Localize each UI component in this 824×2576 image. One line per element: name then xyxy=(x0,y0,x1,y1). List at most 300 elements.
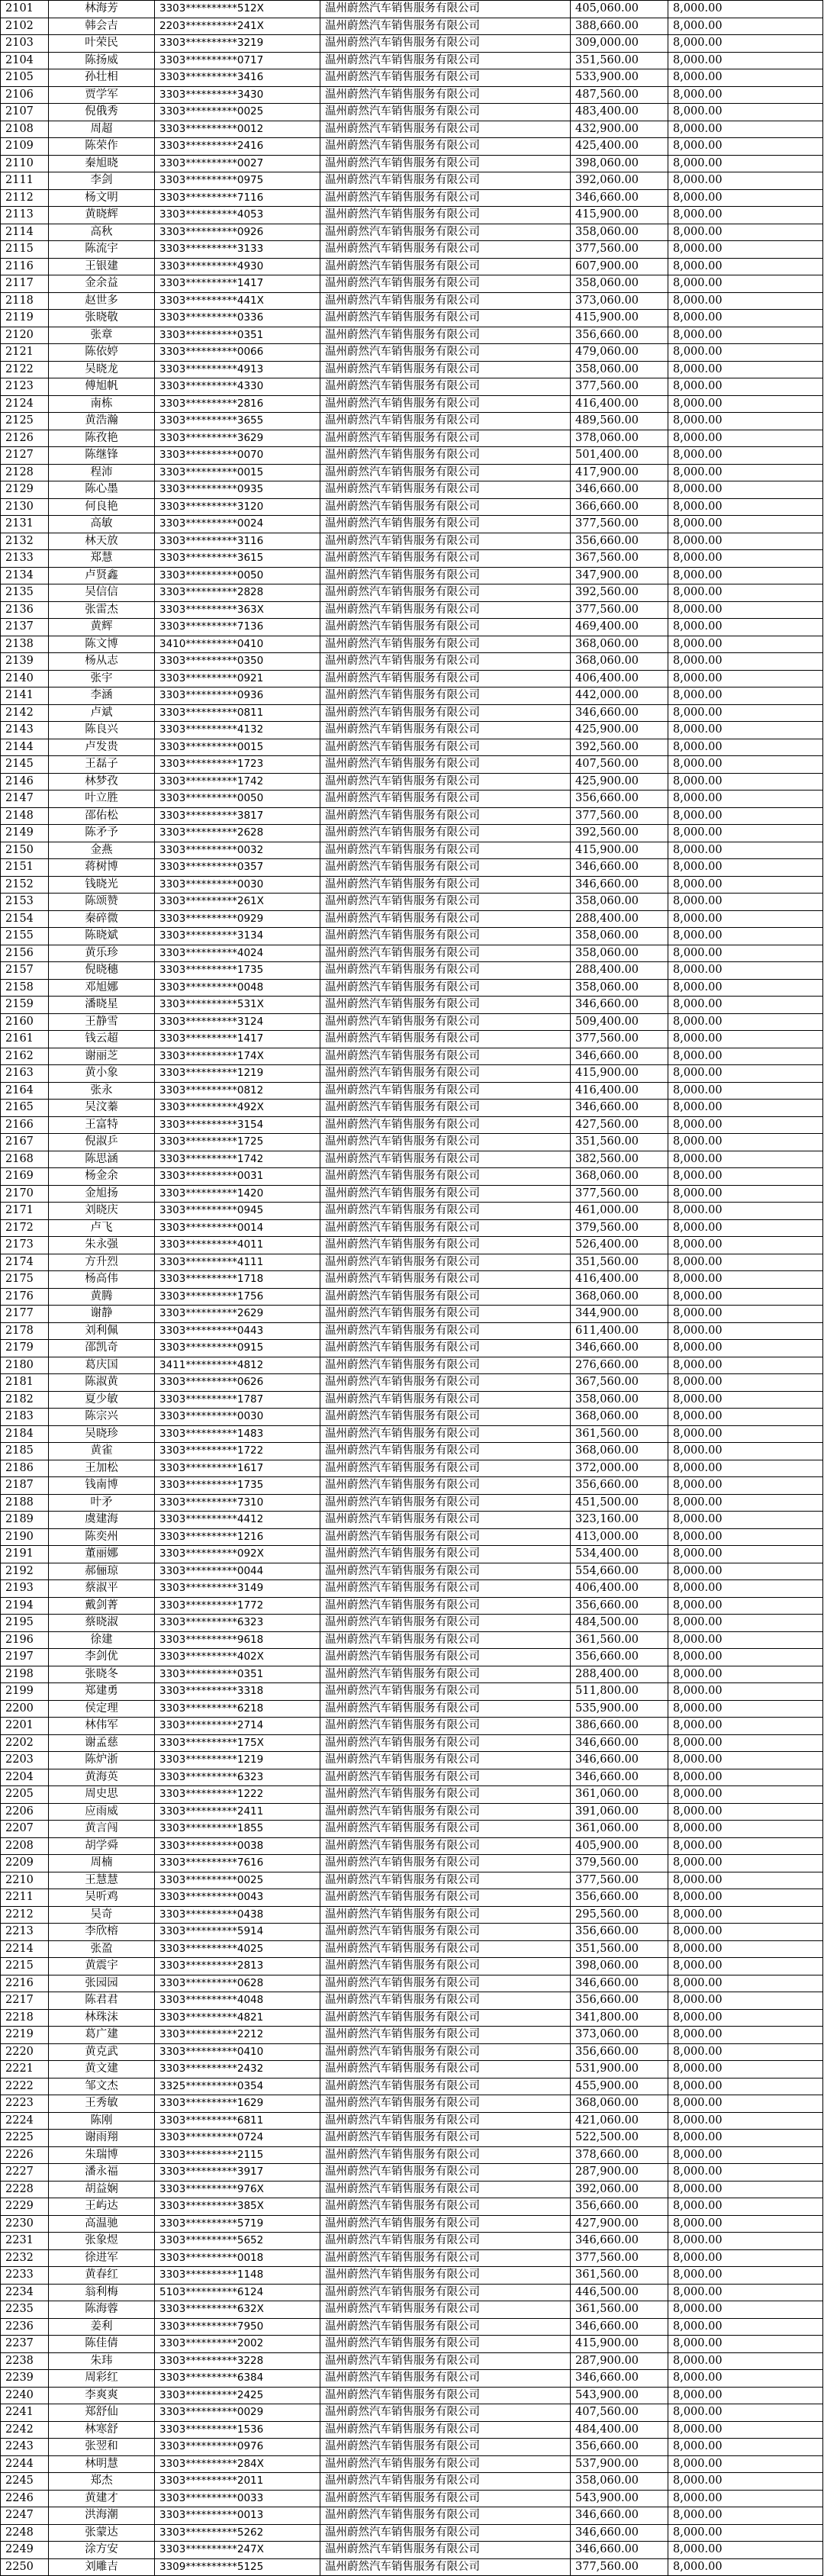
cell-name: 林天放 xyxy=(49,533,155,550)
cell-price: 356,660.00 xyxy=(571,2043,668,2061)
cell-name: 林珠沫 xyxy=(49,2009,155,2027)
cell-price: 346,660.00 xyxy=(571,2370,668,2388)
cell-company: 温州蔚然汽车销售服务有限公司 xyxy=(320,2164,571,2182)
cell-name: 王富特 xyxy=(49,1116,155,1134)
cell-id-number: 3303**********531X xyxy=(155,997,320,1014)
cell-seq: 2248 xyxy=(1,2524,49,2542)
cell-seq: 2222 xyxy=(1,2078,49,2095)
cell-company: 温州蔚然汽车销售服务有限公司 xyxy=(320,1288,571,1306)
cell-price: 287,900.00 xyxy=(571,2352,668,2370)
cell-subsidy: 8,000.00 xyxy=(668,2284,823,2301)
cell-subsidy: 8,000.00 xyxy=(668,1597,823,1615)
cell-seq: 2105 xyxy=(1,69,49,87)
cell-seq: 2216 xyxy=(1,1975,49,1992)
cell-seq: 2143 xyxy=(1,722,49,739)
cell-seq: 2159 xyxy=(1,997,49,1014)
cell-company: 温州蔚然汽车销售服务有限公司 xyxy=(320,739,571,756)
cell-company: 温州蔚然汽车销售服务有限公司 xyxy=(320,2352,571,2370)
table-row xyxy=(1,1271,823,1289)
table-row xyxy=(1,1528,823,1546)
cell-company: 温州蔚然汽车销售服务有限公司 xyxy=(320,1837,571,1855)
cell-id-number: 3303**********2416 xyxy=(155,138,320,156)
cell-subsidy: 8,000.00 xyxy=(668,447,823,465)
cell-company: 温州蔚然汽车销售服务有限公司 xyxy=(320,1391,571,1409)
cell-subsidy: 8,000.00 xyxy=(668,1048,823,1065)
cell-subsidy: 8,000.00 xyxy=(668,1580,823,1598)
cell-id-number: 3303**********3416 xyxy=(155,69,320,87)
cell-name: 黄震宇 xyxy=(49,1958,155,1975)
cell-subsidy: 8,000.00 xyxy=(668,241,823,259)
table-row xyxy=(1,1185,823,1203)
cell-id-number: 3303**********441X xyxy=(155,292,320,310)
cell-company: 温州蔚然汽车销售服务有限公司 xyxy=(320,1769,571,1786)
cell-subsidy: 8,000.00 xyxy=(668,945,823,962)
cell-subsidy: 8,000.00 xyxy=(668,69,823,87)
cell-subsidy: 8,000.00 xyxy=(668,516,823,533)
cell-subsidy: 8,000.00 xyxy=(668,2146,823,2164)
table-row xyxy=(1,1889,823,1907)
cell-id-number: 3303**********6384 xyxy=(155,2370,320,2388)
cell-subsidy: 8,000.00 xyxy=(668,1615,823,1632)
table-row xyxy=(1,894,823,911)
cell-subsidy: 8,000.00 xyxy=(668,2318,823,2336)
cell-id-number: 3303**********0626 xyxy=(155,1374,320,1392)
cell-seq: 2148 xyxy=(1,807,49,825)
cell-price: 416,400.00 xyxy=(571,395,668,413)
cell-subsidy: 8,000.00 xyxy=(668,1271,823,1289)
cell-company: 温州蔚然汽车销售服务有限公司 xyxy=(320,2318,571,2336)
cell-price: 346,660.00 xyxy=(571,2542,668,2559)
cell-name: 高敏 xyxy=(49,516,155,533)
cell-id-number: 3303**********6218 xyxy=(155,1700,320,1718)
cell-subsidy: 8,000.00 xyxy=(668,1151,823,1168)
table-row xyxy=(1,687,823,705)
cell-company: 温州蔚然汽车销售服务有限公司 xyxy=(320,52,571,69)
cell-subsidy: 8,000.00 xyxy=(668,1546,823,1563)
cell-price: 346,660.00 xyxy=(571,1734,668,1752)
cell-name: 郑杰 xyxy=(49,2473,155,2491)
cell-price: 377,560.00 xyxy=(571,1185,668,1203)
cell-price: 373,060.00 xyxy=(571,2027,668,2044)
cell-subsidy: 8,000.00 xyxy=(668,601,823,619)
cell-company: 温州蔚然汽车销售服务有限公司 xyxy=(320,945,571,962)
cell-company: 温州蔚然汽车销售服务有限公司 xyxy=(320,2267,571,2285)
cell-id-number: 3303**********0438 xyxy=(155,1906,320,1924)
cell-name: 王慧慧 xyxy=(49,1872,155,1889)
cell-subsidy: 8,000.00 xyxy=(668,52,823,69)
cell-id-number: 3303**********0336 xyxy=(155,310,320,327)
table-row xyxy=(1,464,823,481)
cell-seq: 2128 xyxy=(1,464,49,481)
cell-price: 484,500.00 xyxy=(571,1615,668,1632)
cell-company: 温州蔚然汽车销售服务有限公司 xyxy=(320,2301,571,2319)
cell-subsidy: 8,000.00 xyxy=(668,1734,823,1752)
cell-company: 温州蔚然汽车销售服务有限公司 xyxy=(320,1992,571,2010)
cell-name: 刘雕吉 xyxy=(49,2558,155,2576)
cell-subsidy: 8,000.00 xyxy=(668,2542,823,2559)
table-row xyxy=(1,104,823,121)
cell-seq: 2165 xyxy=(1,1100,49,1117)
table-row xyxy=(1,670,823,687)
cell-id-number: 3303**********9618 xyxy=(155,1631,320,1649)
cell-name: 夏少敏 xyxy=(49,1391,155,1409)
table-row xyxy=(1,1219,823,1237)
cell-seq: 2156 xyxy=(1,945,49,962)
table-row xyxy=(1,584,823,602)
cell-company: 温州蔚然汽车销售服务有限公司 xyxy=(320,1425,571,1443)
cell-id-number: 3303**********4930 xyxy=(155,258,320,275)
cell-id-number: 3309**********5125 xyxy=(155,2558,320,2576)
cell-company: 温州蔚然汽车销售服务有限公司 xyxy=(320,619,571,636)
cell-price: 368,060.00 xyxy=(571,1409,668,1426)
table-row xyxy=(1,2061,823,2079)
cell-company: 温州蔚然汽车销售服务有限公司 xyxy=(320,2061,571,2079)
table-row xyxy=(1,1649,823,1666)
cell-seq: 2205 xyxy=(1,1786,49,1804)
table-row xyxy=(1,2558,823,2576)
cell-subsidy: 8,000.00 xyxy=(668,2009,823,2027)
cell-id-number: 3303**********0043 xyxy=(155,1889,320,1907)
cell-price: 346,660.00 xyxy=(571,2233,668,2250)
table-row xyxy=(1,1855,823,1872)
table-row xyxy=(1,1563,823,1580)
cell-subsidy: 8,000.00 xyxy=(668,2027,823,2044)
cell-subsidy: 8,000.00 xyxy=(668,1100,823,1117)
table-row xyxy=(1,1872,823,1889)
cell-price: 391,060.00 xyxy=(571,1803,668,1821)
cell-price: 346,660.00 xyxy=(571,1340,668,1357)
cell-name: 王静雪 xyxy=(49,1013,155,1031)
cell-id-number: 3303**********2813 xyxy=(155,1958,320,1975)
cell-company: 温州蔚然汽车销售服务有限公司 xyxy=(320,2181,571,2198)
cell-subsidy: 8,000.00 xyxy=(668,670,823,687)
table-row xyxy=(1,807,823,825)
table-row xyxy=(1,1374,823,1392)
cell-company: 温州蔚然汽车销售服务有限公司 xyxy=(320,1975,571,1992)
cell-company: 温州蔚然汽车销售服务有限公司 xyxy=(320,825,571,842)
table-row xyxy=(1,310,823,327)
cell-name: 黄小象 xyxy=(49,1065,155,1083)
cell-name: 杨文明 xyxy=(49,189,155,207)
cell-company: 温州蔚然汽车销售服务有限公司 xyxy=(320,2473,571,2491)
cell-price: 358,060.00 xyxy=(571,361,668,378)
cell-seq: 2190 xyxy=(1,1528,49,1546)
cell-price: 358,060.00 xyxy=(571,945,668,962)
cell-name: 吴信信 xyxy=(49,584,155,602)
cell-price: 356,660.00 xyxy=(571,1649,668,1666)
table-row xyxy=(1,1203,823,1220)
cell-subsidy: 8,000.00 xyxy=(668,2267,823,2285)
cell-subsidy: 8,000.00 xyxy=(668,791,823,808)
cell-price: 406,400.00 xyxy=(571,670,668,687)
cell-seq: 2134 xyxy=(1,567,49,584)
cell-id-number: 3303**********3817 xyxy=(155,807,320,825)
cell-id-number: 3303**********0929 xyxy=(155,910,320,928)
cell-id-number: 3303**********6811 xyxy=(155,2112,320,2130)
cell-company: 温州蔚然汽车销售服务有限公司 xyxy=(320,430,571,447)
cell-id-number: 3303**********0030 xyxy=(155,1409,320,1426)
cell-name: 邹文杰 xyxy=(49,2078,155,2095)
table-row xyxy=(1,2524,823,2542)
cell-price: 356,660.00 xyxy=(571,791,668,808)
cell-seq: 2245 xyxy=(1,2473,49,2491)
table-row xyxy=(1,1065,823,1083)
cell-company: 温州蔚然汽车销售服务有限公司 xyxy=(320,1821,571,1838)
table-row xyxy=(1,86,823,104)
cell-id-number: 3303**********4412 xyxy=(155,1512,320,1529)
cell-company: 温州蔚然汽车销售服务有限公司 xyxy=(320,1219,571,1237)
cell-name: 洪海潮 xyxy=(49,2507,155,2525)
cell-id-number: 3303**********512X xyxy=(155,1,320,18)
cell-name: 邓旭娜 xyxy=(49,979,155,997)
cell-price: 461,000.00 xyxy=(571,1203,668,1220)
cell-name: 金余益 xyxy=(49,275,155,293)
cell-price: 356,660.00 xyxy=(571,1889,668,1907)
cell-name: 潘永福 xyxy=(49,2164,155,2182)
table-row xyxy=(1,1546,823,1563)
table-row xyxy=(1,1409,823,1426)
cell-id-number: 3303**********0975 xyxy=(155,172,320,190)
cell-name: 李涵 xyxy=(49,687,155,705)
table-row xyxy=(1,207,823,224)
cell-name: 翁利梅 xyxy=(49,2284,155,2301)
cell-subsidy: 8,000.00 xyxy=(668,2352,823,2370)
table-row xyxy=(1,1460,823,1477)
cell-id-number: 3303**********5652 xyxy=(155,2233,320,2250)
cell-company: 温州蔚然汽车销售服务有限公司 xyxy=(320,2027,571,2044)
cell-price: 378,060.00 xyxy=(571,430,668,447)
table-row xyxy=(1,567,823,584)
cell-id-number: 3303**********3430 xyxy=(155,86,320,104)
table-row xyxy=(1,2507,823,2525)
cell-seq: 2115 xyxy=(1,241,49,259)
cell-subsidy: 8,000.00 xyxy=(668,1031,823,1048)
cell-price: 346,660.00 xyxy=(571,859,668,877)
table-row xyxy=(1,1821,823,1838)
cell-subsidy: 8,000.00 xyxy=(668,653,823,671)
cell-name: 郑建勇 xyxy=(49,1683,155,1701)
cell-name: 陈文博 xyxy=(49,636,155,653)
cell-price: 484,400.00 xyxy=(571,2421,668,2439)
cell-id-number: 3303**********4821 xyxy=(155,2009,320,2027)
cell-seq: 2230 xyxy=(1,2215,49,2233)
cell-company: 温州蔚然汽车销售服务有限公司 xyxy=(320,1649,571,1666)
cell-name: 周超 xyxy=(49,121,155,138)
cell-company: 温州蔚然汽车销售服务有限公司 xyxy=(320,378,571,396)
cell-price: 356,660.00 xyxy=(571,1992,668,2010)
cell-company: 温州蔚然汽车销售服务有限公司 xyxy=(320,807,571,825)
cell-name: 王加松 xyxy=(49,1460,155,1477)
cell-company: 温州蔚然汽车销售服务有限公司 xyxy=(320,1048,571,1065)
cell-subsidy: 8,000.00 xyxy=(668,1391,823,1409)
table-row xyxy=(1,18,823,35)
cell-price: 356,660.00 xyxy=(571,327,668,344)
table-row xyxy=(1,928,823,945)
cell-id-number: 3303**********284X xyxy=(155,2455,320,2473)
cell-name: 张宇 xyxy=(49,670,155,687)
cell-subsidy: 8,000.00 xyxy=(668,1786,823,1804)
cell-seq: 2120 xyxy=(1,327,49,344)
cell-company: 温州蔚然汽车销售服务有限公司 xyxy=(320,1734,571,1752)
cell-id-number: 3303**********3228 xyxy=(155,2352,320,2370)
cell-price: 287,900.00 xyxy=(571,2164,668,2182)
cell-seq: 2208 xyxy=(1,1837,49,1855)
cell-id-number: 3303**********4025 xyxy=(155,1940,320,1958)
cell-company: 温州蔚然汽车销售服务有限公司 xyxy=(320,1718,571,1735)
cell-name: 刘晓庆 xyxy=(49,1203,155,1220)
cell-id-number: 3410**********0410 xyxy=(155,636,320,653)
cell-price: 379,560.00 xyxy=(571,1219,668,1237)
cell-name: 谢雨翔 xyxy=(49,2130,155,2147)
cell-seq: 2153 xyxy=(1,894,49,911)
cell-company: 温州蔚然汽车销售服务有限公司 xyxy=(320,1374,571,1392)
cell-name: 陈心墨 xyxy=(49,481,155,499)
cell-name: 孙壮相 xyxy=(49,69,155,87)
table-row xyxy=(1,1288,823,1306)
cell-price: 368,060.00 xyxy=(571,2095,668,2113)
cell-name: 陈流宇 xyxy=(49,241,155,259)
table-row xyxy=(1,1718,823,1735)
cell-seq: 2167 xyxy=(1,1134,49,1151)
cell-seq: 2160 xyxy=(1,1013,49,1031)
table-row xyxy=(1,2473,823,2491)
cell-price: 446,500.00 xyxy=(571,2284,668,2301)
cell-price: 377,560.00 xyxy=(571,2558,668,2576)
cell-company: 温州蔚然汽车销售服务有限公司 xyxy=(320,2284,571,2301)
table-row xyxy=(1,1151,823,1168)
cell-company: 温州蔚然汽车销售服务有限公司 xyxy=(320,2490,571,2507)
cell-company: 温州蔚然汽车销售服务有限公司 xyxy=(320,1683,571,1701)
cell-name: 林梦孜 xyxy=(49,773,155,791)
cell-seq: 2193 xyxy=(1,1580,49,1598)
cell-seq: 2118 xyxy=(1,292,49,310)
cell-price: 416,400.00 xyxy=(571,1082,668,1100)
cell-company: 温州蔚然汽车销售服务有限公司 xyxy=(320,1700,571,1718)
cell-id-number: 3303**********0357 xyxy=(155,859,320,877)
cell-id-number: 3303**********0724 xyxy=(155,2130,320,2147)
cell-seq: 2109 xyxy=(1,138,49,156)
cell-subsidy: 8,000.00 xyxy=(668,2233,823,2250)
cell-id-number: 3303**********092X xyxy=(155,1546,320,1563)
cell-price: 392,560.00 xyxy=(571,825,668,842)
cell-subsidy: 8,000.00 xyxy=(668,2164,823,2182)
table-row xyxy=(1,2352,823,2370)
cell-name: 吴晓珍 xyxy=(49,1425,155,1443)
cell-price: 356,660.00 xyxy=(571,1924,668,1941)
cell-id-number: 3303**********0030 xyxy=(155,876,320,894)
cell-company: 温州蔚然汽车销售服务有限公司 xyxy=(320,344,571,362)
cell-seq: 2101 xyxy=(1,1,49,18)
cell-price: 358,060.00 xyxy=(571,224,668,241)
cell-seq: 2108 xyxy=(1,121,49,138)
cell-price: 526,400.00 xyxy=(571,1237,668,1254)
cell-id-number: 3303**********3318 xyxy=(155,1683,320,1701)
cell-id-number: 3303**********2828 xyxy=(155,584,320,602)
cell-company: 温州蔚然汽车销售服务有限公司 xyxy=(320,516,571,533)
cell-price: 455,900.00 xyxy=(571,2078,668,2095)
cell-name: 陈孜艳 xyxy=(49,430,155,447)
cell-id-number: 3303**********2425 xyxy=(155,2387,320,2404)
cell-name: 黄腾 xyxy=(49,1288,155,1306)
cell-id-number: 3303**********3124 xyxy=(155,1013,320,1031)
cell-price: 346,660.00 xyxy=(571,704,668,722)
cell-name: 李剑优 xyxy=(49,1649,155,1666)
cell-price: 415,900.00 xyxy=(571,207,668,224)
cell-name: 叶矛 xyxy=(49,1494,155,1512)
cell-price: 361,560.00 xyxy=(571,2301,668,2319)
table-row xyxy=(1,2181,823,2198)
cell-name: 林明慧 xyxy=(49,2455,155,2473)
cell-company: 温州蔚然汽车销售服务有限公司 xyxy=(320,1168,571,1186)
cell-subsidy: 8,000.00 xyxy=(668,2439,823,2456)
cell-id-number: 3303**********3219 xyxy=(155,35,320,53)
cell-company: 温州蔚然汽车销售服务有限公司 xyxy=(320,1631,571,1649)
cell-subsidy: 8,000.00 xyxy=(668,825,823,842)
table-row xyxy=(1,1666,823,1683)
cell-company: 温州蔚然汽车销售服务有限公司 xyxy=(320,722,571,739)
cell-seq: 2218 xyxy=(1,2009,49,2027)
cell-id-number: 3303**********1725 xyxy=(155,1134,320,1151)
cell-subsidy: 8,000.00 xyxy=(668,86,823,104)
cell-id-number: 3303**********402X xyxy=(155,1649,320,1666)
cell-subsidy: 8,000.00 xyxy=(668,1219,823,1237)
cell-id-number: 3303**********0038 xyxy=(155,1837,320,1855)
cell-company: 温州蔚然汽车销售服务有限公司 xyxy=(320,1889,571,1907)
cell-subsidy: 8,000.00 xyxy=(668,1940,823,1958)
cell-name: 谢丽芝 xyxy=(49,1048,155,1065)
cell-id-number: 3303**********0976 xyxy=(155,2439,320,2456)
table-row xyxy=(1,1580,823,1598)
cell-seq: 2145 xyxy=(1,756,49,774)
table-row xyxy=(1,825,823,842)
cell-subsidy: 8,000.00 xyxy=(668,498,823,516)
table-row xyxy=(1,1958,823,1975)
cell-price: 554,660.00 xyxy=(571,1563,668,1580)
table-row xyxy=(1,155,823,172)
cell-seq: 2152 xyxy=(1,876,49,894)
table-row xyxy=(1,1786,823,1804)
cell-seq: 2139 xyxy=(1,653,49,671)
table-row xyxy=(1,1340,823,1357)
cell-company: 温州蔚然汽车销售服务有限公司 xyxy=(320,1666,571,1683)
cell-subsidy: 8,000.00 xyxy=(668,704,823,722)
cell-name: 郑慧 xyxy=(49,550,155,568)
cell-subsidy: 8,000.00 xyxy=(668,1837,823,1855)
cell-seq: 2151 xyxy=(1,859,49,877)
cell-seq: 2228 xyxy=(1,2181,49,2198)
cell-company: 温州蔚然汽车销售服务有限公司 xyxy=(320,18,571,35)
cell-price: 469,400.00 xyxy=(571,619,668,636)
cell-seq: 2114 xyxy=(1,224,49,241)
cell-company: 温州蔚然汽车销售服务有限公司 xyxy=(320,687,571,705)
cell-subsidy: 8,000.00 xyxy=(668,155,823,172)
cell-subsidy: 8,000.00 xyxy=(668,1082,823,1100)
cell-company: 温州蔚然汽车销售服务有限公司 xyxy=(320,1116,571,1134)
cell-price: 398,060.00 xyxy=(571,155,668,172)
cell-seq: 2178 xyxy=(1,1322,49,1340)
cell-seq: 2122 xyxy=(1,361,49,378)
cell-price: 346,660.00 xyxy=(571,2318,668,2336)
cell-subsidy: 8,000.00 xyxy=(668,1322,823,1340)
cell-name: 黄建才 xyxy=(49,2490,155,2507)
cell-name: 秦旭晓 xyxy=(49,155,155,172)
cell-price: 479,060.00 xyxy=(571,344,668,362)
cell-seq: 2224 xyxy=(1,2112,49,2130)
cell-company: 温州蔚然汽车销售服务有限公司 xyxy=(320,1786,571,1804)
cell-subsidy: 8,000.00 xyxy=(668,2043,823,2061)
cell-seq: 2213 xyxy=(1,1924,49,1941)
cell-name: 黄春红 xyxy=(49,2267,155,2285)
